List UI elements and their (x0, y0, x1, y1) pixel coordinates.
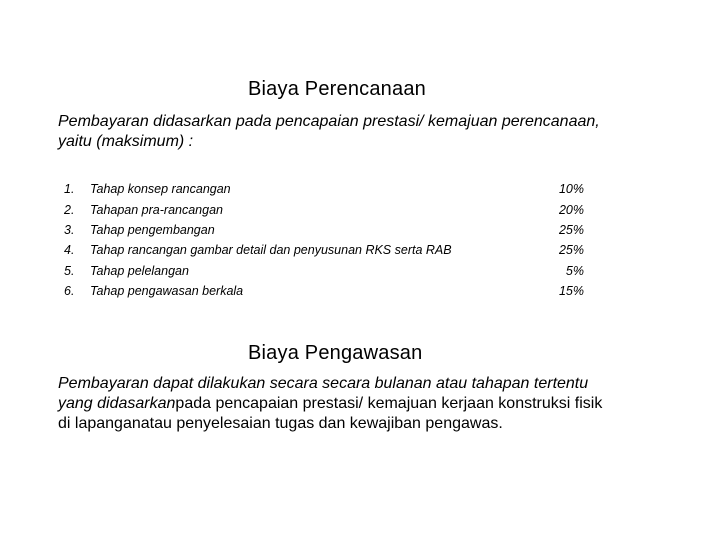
list-item-label: Tahap konsep rancangan (90, 182, 231, 197)
list-item (64, 179, 584, 199)
section-title-perencanaan: Biaya Perencanaan (248, 78, 426, 100)
list-item-percentage: 25% (558, 243, 584, 258)
list-item-label: Tahap pelelangan (90, 263, 189, 278)
list-item-percentage: 20% (558, 202, 584, 217)
list-item-percentage: 5% (565, 263, 584, 278)
list-item (64, 199, 584, 219)
perencanaan-intro-line1: Pembayaran didasarkan pada pencapaian prestasi/ kemajuan perencanaan, (58, 113, 600, 130)
list-item-label: Tahap pengawasan berkala (90, 284, 244, 299)
list-item-label: Tahapan pra-rancangan (90, 202, 223, 217)
list-item-number: 4. (64, 243, 75, 258)
section-title-pengawasan: Biaya Pengawasan (248, 342, 423, 364)
list-item-label: Tahap rancangan gambar detail dan penyusunan RKS serta RAB (90, 243, 452, 258)
pengawasan-body (58, 374, 708, 434)
list-item-percentage: 15% (558, 284, 584, 299)
list-item (64, 281, 584, 301)
pengawasan-body-line3: di lapanganatau penyelesaian tugas dan kewajiban pengawas. (58, 415, 503, 432)
list-item-number: 3. (64, 222, 75, 237)
list-item (64, 240, 584, 260)
pengawasan-body-line1: Pembayaran dapat dilakukan secara secara bulanan atau tahapan tertentu (58, 375, 589, 392)
list-item-percentage: 10% (558, 182, 584, 197)
list-item-number: 1. (64, 182, 75, 197)
pengawasan-body-line2-rest: pada pencapaian prestasi/ kemajuan kerjaan konstruksi fisik (175, 395, 603, 412)
perencanaan-intro-line2: yaitu (maksimum) : (58, 133, 194, 150)
list-item (64, 261, 584, 281)
perencanaan-stage-list (64, 179, 584, 301)
pengawasan-body-line2-italic: yang didasarkan (58, 395, 176, 412)
list-item-number: 5. (64, 263, 75, 278)
list-item (64, 220, 584, 240)
perencanaan-intro (58, 112, 698, 152)
list-item-label: Tahap pengembangan (90, 222, 215, 237)
pengawasan-body-line2 (58, 394, 708, 414)
list-item-number: 6. (64, 284, 75, 299)
list-item-percentage: 25% (558, 222, 584, 237)
list-item-number: 2. (64, 202, 75, 217)
